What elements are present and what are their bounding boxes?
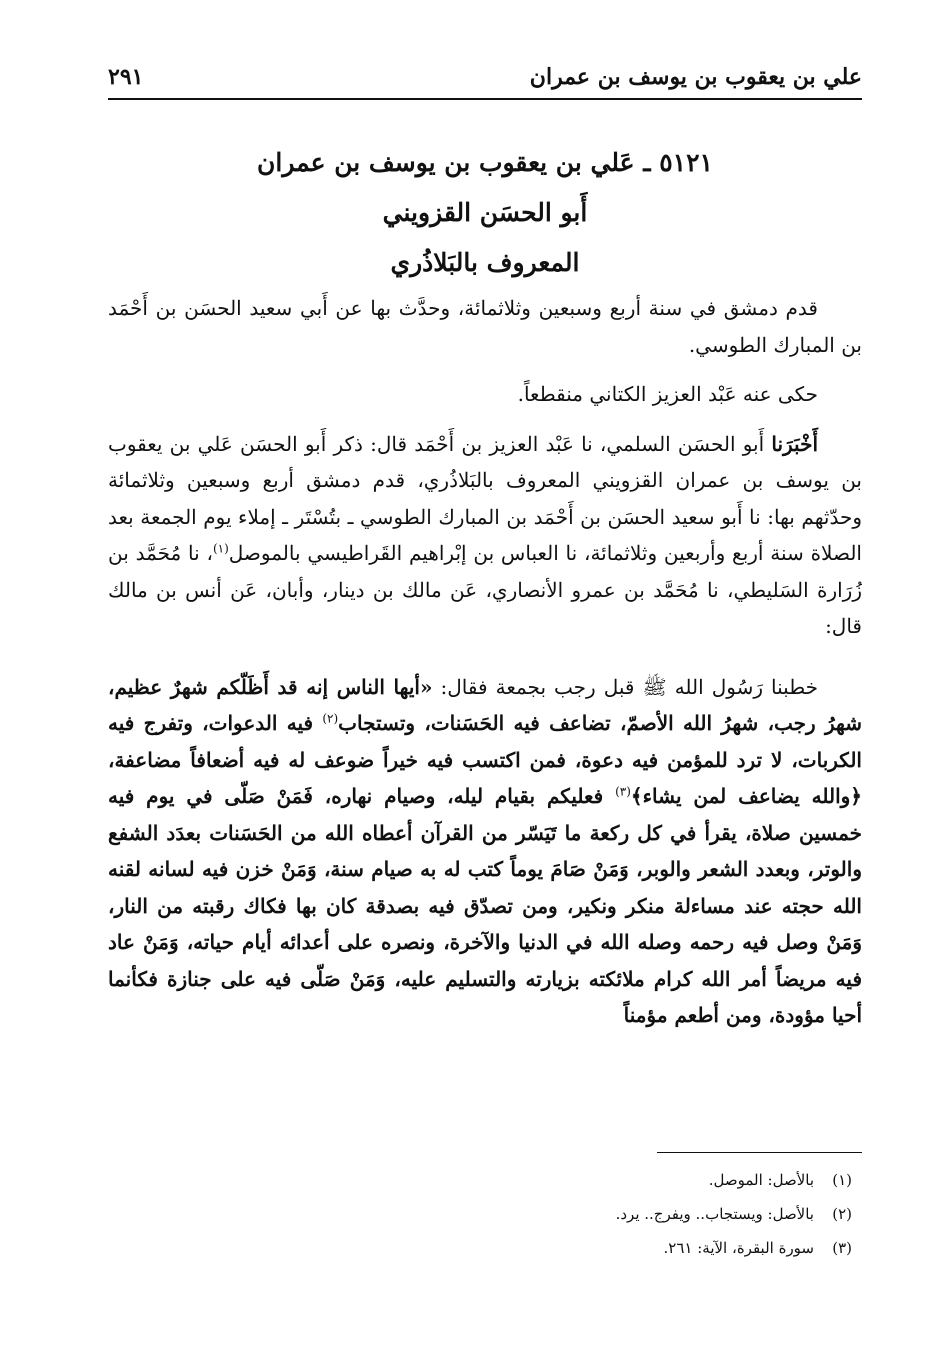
footnote-item [108, 1197, 852, 1231]
footnote-ref-1[interactable]: (١) [212, 541, 229, 556]
footnote-ref-3[interactable]: (٣) [615, 784, 631, 799]
entry-title-line-1: ٥١٢١ ـ عَلي بن يعقوب بن يوسف بن عمران [257, 148, 713, 177]
paragraph-narrator: حكى عنه عَبْد العزيز الكتاني منقطعاً. [517, 382, 818, 406]
isnad-lead-word: أَخْبَرَنا [771, 431, 818, 456]
isnad-text-part-1: أَبو الحسَن السلمي، نا عَبْد العزيز بن أَحْمَد قال: ذكر أَبو الحسَن عَلي بن يعقوب بن يوسف بن عمران القزويني المعروف بالبَلاذُري، قدم دمشق أربع وسبعين وثلاثمائة وحدّثهم بها: نا أَبو سعيد الحسَن بن أَحْمَد بن المبارك الطوسي ـ بتُسْتَر ـ إملاء يوم الجمعة بعد الصلاة سنة أربع وأربعين وثلاثمائة، نا العباس بن إبْراهيم القَراطيسي بالموصل [108, 431, 862, 565]
footnote-number: (١) [832, 1171, 852, 1189]
footnote-divider [657, 1152, 862, 1153]
footnotes [108, 1163, 852, 1265]
paragraph-hadith [108, 669, 862, 1034]
footnote-text: سورة البقرة، الآية: ٢٦١. [663, 1239, 814, 1257]
header-divider [108, 98, 862, 100]
footnote-ref-2[interactable]: (٢) [322, 711, 339, 726]
footnote-text: بالأصل: الموصل. [708, 1171, 814, 1189]
footnote-item [108, 1163, 852, 1197]
entry-title-line-2: أَبو الحسَن القزويني [382, 198, 588, 227]
hadith-text-part-3: فعليكم بقيام ليله، وصيام نهاره، فَمَنْ صَلّى في يوم فيه خمسين صلاة، يقرأ في كل ركعة ما تَيَسّر من القرآن أعطاه الله من الحَسَنات بعدَد الشفع والوتر، وبعدد الشعر والوبر، وَمَنْ صَامَ يوماً كتب له به صيام سنة، وَمَنْ خزن فيه لسانه لقنه الله حجته عند مساءلة منكر ونكير، ومن تصدّق فيه بصدقة كان بها فكاك رقبته من النار، وَمَنْ وصل فيه رحمه وصله الله في الدنيا والآخرة، ونصره على أعدائه أيام حياته، وَمَنْ عاد فيه مريضاً أمر الله كرام ملائكته بزيارته والتسليم عليه، وَمَنْ صَلّى فيه على جنازة فكأنما أحيا مؤودة، ومن أطعم مؤمناً [108, 784, 862, 1027]
entry-title [108, 138, 862, 288]
hadith-text-part-1: «أيها الناس إنه قد أَظَلّكم شهرٌ عظيم، شهرُ رجب، شهرُ الله الأصمّ، تضاعف فيه الحَسَنات، وتستجاب [108, 674, 862, 735]
footnote-item [108, 1231, 852, 1265]
footnote-number: (٢) [832, 1205, 852, 1223]
footnote-text: بالأصل: ويستجاب.. ويفرج.. يرد. [615, 1205, 814, 1223]
entry-title-line-3: المعروف بالبَلاذُري [390, 248, 580, 277]
quran-quote: ﴿والله يضاعف لمن يشاء﴾ [630, 784, 863, 808]
footnote-number: (٣) [832, 1239, 852, 1257]
paragraph-arrival: قدم دمشق في سنة أربع وسبعين وثلاثمائة، وحدَّث بها عن أَبي سعيد الحسَن بن أَحْمَد بن المبارك الطوسي. [108, 296, 862, 357]
hadith-intro: خطبنا رَسُول الله ﷺ قبل رجب بجمعة فقال: [432, 674, 818, 699]
isnad-text-part-2: ، نا مُحَمَّد بن زُرَارة السَليطي، نا مُحَمَّد بن عمرو الأنصاري، عَن مالك بن دينار، وأبان، عَن أنس بن مالك قال: [108, 541, 862, 638]
main-text [108, 290, 862, 1034]
hadith-text-part-2: فيه الدعوات، وتفرج فيه الكربات، لا ترد للمؤمن فيه دعوة، فمن اكتسب فيه خيراً ضوعف له فيه أضعافاً مضاعفة، [108, 711, 862, 772]
page-number: ٢٩١ [108, 64, 144, 90]
paragraph-isnad [108, 426, 862, 645]
page-header [108, 62, 862, 96]
running-title: علي بن يعقوب بن يوسف بن عمران [529, 64, 862, 90]
